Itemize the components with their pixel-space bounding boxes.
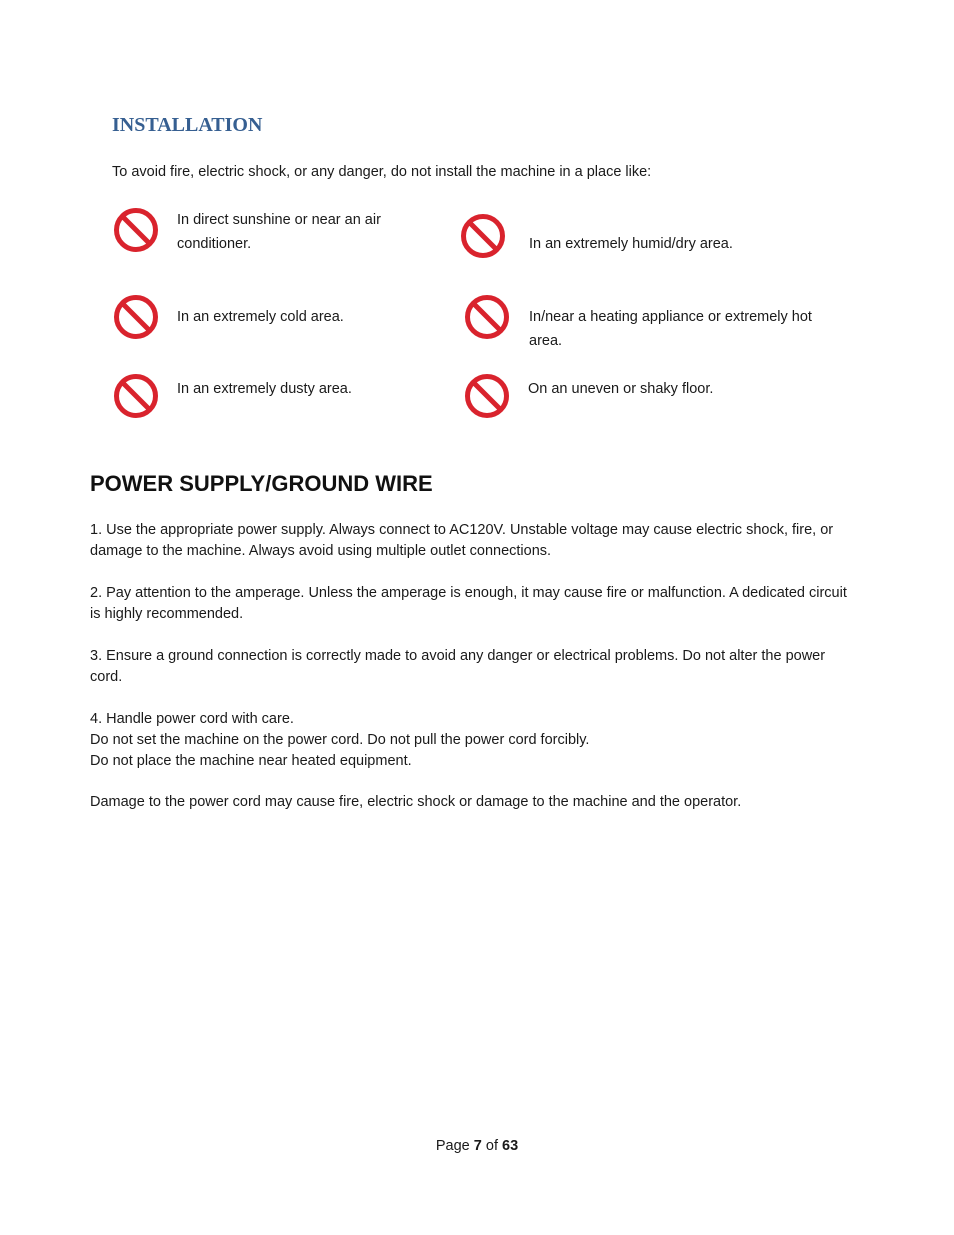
power-paragraph-2: 2. Pay attention to the amperage. Unless the amperage is enough, it may cause fire or malfunction. A dedicated circuit is highly recommended. [90,585,847,622]
warning-item [529,305,859,353]
power-paragraph-line: 4. Handle power cord with care. [90,711,294,727]
prohibited-icon [112,372,160,420]
warning-text-line: On an uneven or shaky floor. [528,381,714,397]
page-current: 7 [473,1138,482,1154]
prohibited-icon [459,212,507,260]
warning-item [528,377,858,401]
warning-text-line: In an extremely dusty area. [177,381,352,397]
warning-text-line: In/near a heating appliance or extremely hot [529,309,812,325]
of-word: of [485,1138,498,1154]
installation-intro: To avoid fire, electric shock, or any danger, do not install the machine in a place like: [112,164,652,180]
warning-item [177,305,437,329]
page-word: Page [435,1138,470,1154]
prohibited-icon [112,206,160,254]
warning-item [529,232,859,256]
prohibited-icon [463,372,511,420]
warning-item [177,208,437,256]
warning-text-line: area. [529,333,563,349]
power-paragraph-line: Do not set the machine on the power cord. Do not pull the power cord forcibly. [90,732,590,748]
power-paragraph-line: Do not place the machine near heated equipment. [90,753,412,769]
warning-text-line: conditioner. [177,236,252,252]
power-paragraph-4 [90,709,860,772]
prohibited-icon [463,293,511,341]
power-supply-heading: POWER SUPPLY/GROUND WIRE [90,471,433,496]
warning-item [177,377,437,401]
power-paragraph-3: 3. Ensure a ground connection is correctly made to avoid any danger or electrical problems. Do not alter the power cord. [90,648,826,685]
power-paragraph-5: Damage to the power cord may cause fire, electric shock or damage to the machine and the operator. [90,794,742,810]
warning-text-line: In an extremely humid/dry area. [529,236,733,252]
installation-heading: INSTALLATION [112,114,263,136]
warning-text-line: In an extremely cold area. [177,309,344,325]
prohibited-icon [112,293,160,341]
power-paragraph-1: 1. Use the appropriate power supply. Always connect to AC120V. Unstable voltage may cause electric shock, fire, or damage to the machine. Always avoid using multiple outlet connections. [90,522,834,559]
page-total: 63 [502,1138,519,1154]
page-footer [0,1136,954,1157]
warning-text-line: In direct sunshine or near an air [177,212,381,228]
